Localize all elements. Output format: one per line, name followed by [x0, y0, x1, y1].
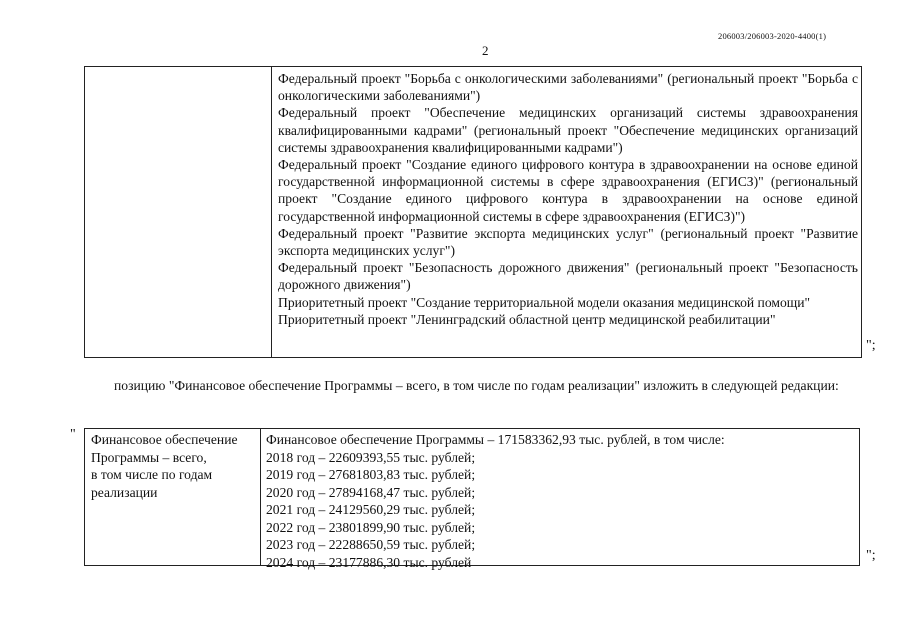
- finance-year-line: 2024 год – 23177886,30 тыс. рублей: [266, 554, 472, 570]
- opening-quote: ": [70, 427, 76, 442]
- label-line: Программы – всего,: [91, 449, 207, 465]
- project-item: Федеральный проект "Безопасность дорожного движения" (региональный проект "Безопасность дорожного движения"): [278, 260, 858, 293]
- column-divider: [271, 67, 272, 357]
- finance-year-line: 2023 год – 22288650,59 тыс. рублей;: [266, 537, 476, 552]
- closing-quote: ";: [866, 548, 876, 563]
- finance-year-line: 2020 год – 27894168,47 тыс. рублей;: [266, 484, 476, 500]
- label-line: Финансовое обеспечение: [91, 432, 238, 447]
- project-item: Приоритетный проект "Ленинградский областной центр медицинской реабилитации": [278, 311, 776, 327]
- body-paragraph: [70, 377, 858, 395]
- finance-year-line: 2018 год – 22609393,55 тыс. рублей;: [266, 449, 476, 465]
- finance-year-line: 2021 год – 24129560,29 тыс. рублей;: [266, 502, 476, 517]
- finance-year-line: 2022 год – 23801899,90 тыс. рублей;: [266, 519, 476, 535]
- project-item: Федеральный проект "Обеспечение медицинских организаций системы здравоохранения квалифицированными кадрами" (региональный проект "Обеспечение медицинских организаций системы здравоохранения квалифицированными кадрами"): [278, 105, 858, 155]
- project-item: Федеральный проект "Развитие экспорта медицинских услуг" (региональный проект "Развитие экспорта медицинских услуг"): [278, 225, 858, 259]
- document-reference: 206003/206003-2020-4400(1): [718, 31, 827, 41]
- finance-table: [84, 428, 860, 570]
- project-item: Федеральный проект "Создание единого цифрового контура в здравоохранении на основе единой государственной информационной системы в сфере здравоохранения (ЕГИСЗ)" (региональный проект "Создание единого цифрового контура в здравоохранении на основе единой государственной информационной системы в сфере здравоохранения (ЕГИСЗ)"): [278, 157, 858, 224]
- closing-quote: ";: [866, 338, 876, 353]
- page-number: 2: [482, 43, 489, 58]
- projects-cell: [278, 70, 858, 328]
- projects-table: [84, 66, 862, 358]
- finance-values-cell: [266, 431, 856, 571]
- paragraph-text: позицию "Финансовое обеспечение Программы – всего, в том числе по годам реализации" изложить в следующей редакции:: [114, 378, 839, 393]
- label-line: реализации: [91, 484, 158, 500]
- finance-year-line: 2019 год – 27681803,83 тыс. рублей;: [266, 467, 476, 482]
- label-line: в том числе по годам: [91, 467, 213, 482]
- finance-total: Финансовое обеспечение Программы – 171583362,93 тыс. рублей, в том числе:: [266, 432, 725, 447]
- project-item: Федеральный проект "Борьба с онкологическими заболеваниями" (региональный проект "Борьба с онкологическими заболеваниями"): [278, 71, 858, 104]
- finance-label-cell: [91, 431, 257, 501]
- project-item: Приоритетный проект "Создание территориальной модели оказания медицинской помощи": [278, 294, 811, 310]
- column-divider: [260, 429, 261, 565]
